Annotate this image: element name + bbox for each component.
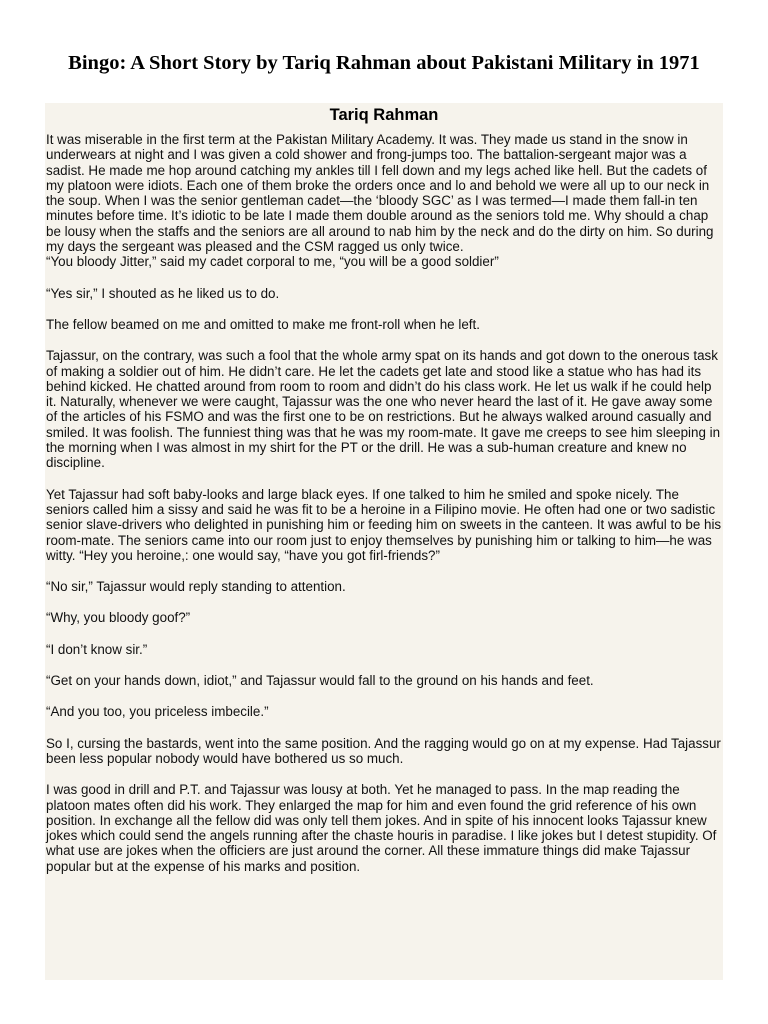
story-panel: [45, 103, 723, 980]
story-body: [45, 126, 723, 874]
paragraph: It was miserable in the first term at the Pakistan Military Academy. It was. They made us stand in the snow in underwears at night and I was given a cold shower and frong-jumps too. The battalion-sergeant major was a sadist. He made me hop around catching my ankles till I fell down and my legs ached like hell. But the cadets of my platoon were idiots. Each one of them broke the orders once and lo and behold we were all up to our neck in the soup. When I was the senior gentleman cadet—the ‘bloody SGC’ as I was termed—I made them fall-in ten minutes before time. It’s idiotic to be late I made them double around as the seniors told me. Why should a chap be lousy when the staffs and the seniors are all around to nab him by the neck and do the dirty on him. So during my days the sergeant was pleased and the CSM ragged us only twice.: [46, 132, 714, 255]
paragraph: “Yes sir,” I shouted as he liked us to do.: [46, 285, 280, 301]
paragraph: “No sir,” Tajassur would reply standing to attention.: [46, 579, 346, 595]
paragraph: “Get on your hands down, idiot,” and Tajassur would fall to the ground on his hands and feet.: [46, 673, 594, 689]
paragraph: “I don’t know sir.”: [46, 641, 148, 657]
paragraph: “You bloody Jitter,” said my cadet corporal to me, “you will be a good soldier”: [46, 254, 499, 270]
paragraph: I was good in drill and P.T. and Tajassur was lousy at both. Yet he managed to pass. In the map reading the platoon mates often did his work. They enlarged the map for him and even found the grid reference of his own position. In exchange all the fellow did was only tell them jokes. And in spite of his innocent looks Tajassur knew jokes which could send the angels running after the chaste houris in paradise. I like jokes but I detest stupidity. Of what use are jokes when the officiers are just around the corner. All these immature things did make Tajassur popular but at the expense of his marks and position.: [46, 782, 717, 874]
document-title: Bingo: A Short Story by Tariq Rahman about Pakistani Military in 1971: [68, 52, 700, 74]
paragraph: So I, cursing the bastards, went into the same position. And the ragging would go on at my expense. Had Tajassur been less popular nobody would have bothered us so much.: [46, 735, 721, 766]
paragraph: Tajassur, on the contrary, was such a fool that the whole army spat on its hands and got down to the onerous task of making a soldier out of him. He didn’t care. He let the cadets get late and stood like a statue who has had its behind kicked. He chatted around from room to room and didn’t do his class work. He let us walk if he could help it. Naturally, whenever we were caught, Tajassur was the one who never heard the last of it. He gave away some of the articles of his FSMO and was the first one to be on restrictions. But he always walked around casually and smiled. It was foolish. The funniest thing was that he was my room-mate. It gave me creeps to see him sleeping in the morning when I was almost in my shirt for the PT or the drill. He was a sub-human creature and knew no discipline.: [46, 348, 721, 471]
paragraph: Yet Tajassur had soft baby-looks and large black eyes. If one talked to him he smiled and spoke nicely. The seniors called him a sissy and said he was fit to be a heroine in a Filipino movie. He often had one or two sadistic senior slave-drivers who delighted in punishing him or feeding him on sweets in the canteen. It was awful to be his room-mate. The seniors came into our room just to enjoy themselves by punishing him or talking to him—he was witty. “Hey you heroine,: one would say, “have you got firl-friends?”: [46, 486, 722, 563]
paragraph: “And you too, you priceless imbecile.”: [46, 704, 269, 720]
paragraph: The fellow beamed on me and omitted to make me front-roll when he left.: [46, 316, 480, 332]
author-name: Tariq Rahman: [329, 106, 439, 124]
paragraph: “Why, you bloody goof?”: [46, 610, 191, 626]
